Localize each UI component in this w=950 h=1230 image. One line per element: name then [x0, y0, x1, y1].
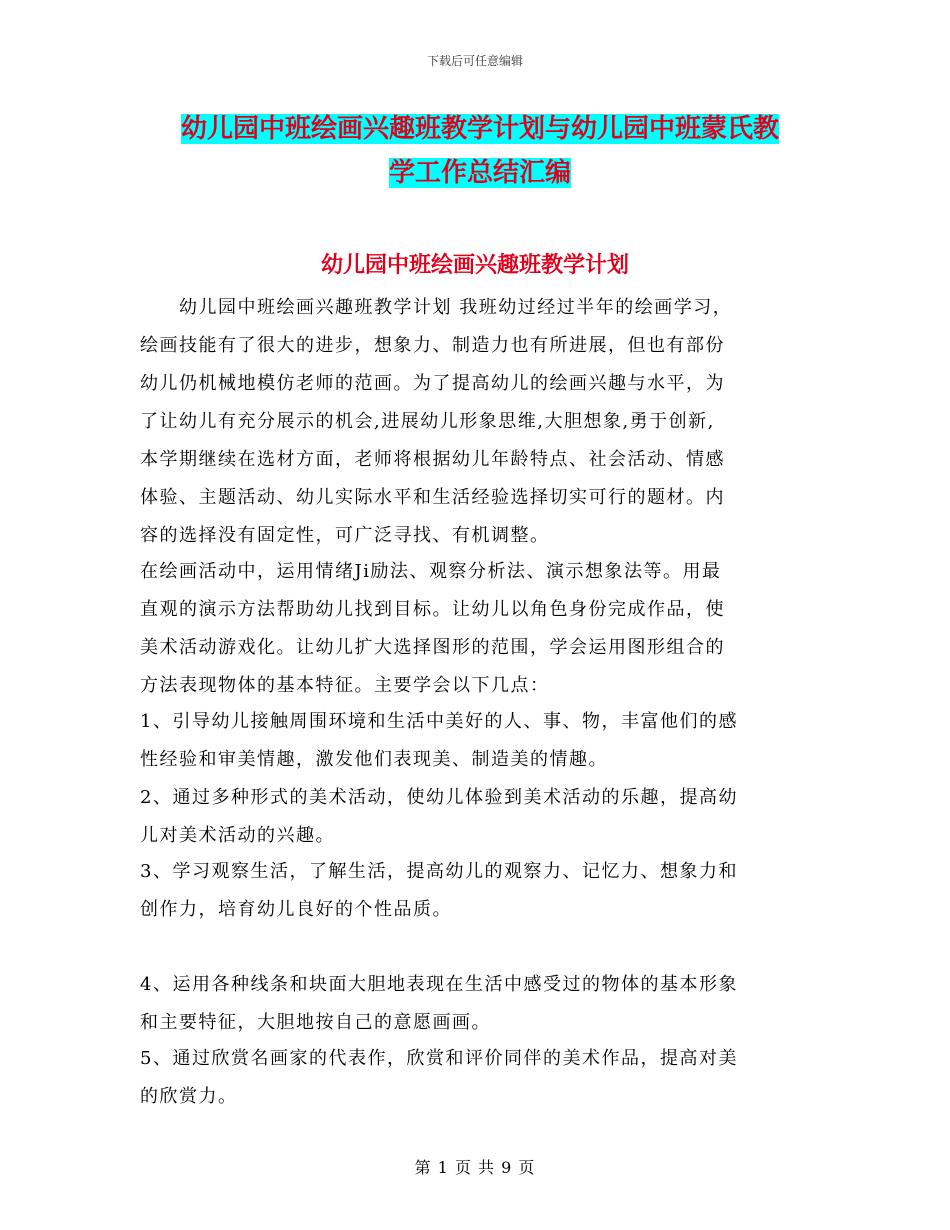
body-line: 了让幼儿有充分展示的机会,进展幼儿形象思维,大胆想象,勇于创新, [140, 411, 715, 432]
body-line: 方法表现物体的基本特征。主要学会以下几点： [140, 675, 550, 696]
page-number: 第 1 页 共 9 页 [414, 1158, 536, 1177]
title-line-2: 学工作总结汇编 [388, 158, 571, 188]
body-line: 幼儿仍机械地模仿老师的范画。为了提高幼儿的绘画兴趣与水平，为 [140, 373, 725, 394]
body-line: 的欣赏力。 [140, 1086, 238, 1107]
body-line: 和主要特征，大胆地按自己的意愿画画。 [140, 1012, 491, 1033]
body-line: 体验、主题活动、幼儿实际水平和生活经验选择切实可行的题材。内 [140, 487, 725, 508]
body-line: 本学期继续在选材方面，老师将根据幼儿年龄特点、社会活动、情感 [140, 449, 725, 470]
body-line: 幼儿园中班绘画兴趣班教学计划 我班幼过经过半年的绘画学习， [140, 297, 733, 318]
section-title: 幼儿园中班绘画兴趣班教学计划 [320, 253, 629, 278]
body-line: 5、通过欣赏名画家的代表作，欣赏和评价同伴的美术作品，提高对美 [140, 1048, 738, 1069]
body-line: 1、引导幼儿接触周围环境和生活中美好的人、事、物，丰富他们的感 [140, 711, 738, 732]
header-note: 下载后可任意编辑 [426, 54, 523, 68]
body-line: 4、运用各种线条和块面大胆地表现在生活中感受过的物体的基本形象 [140, 974, 738, 995]
body-line: 在绘画活动中，运用情绪Ji励法、观察分析法、演示想象法等。用最 [140, 561, 722, 582]
body-line: 2、通过多种形式的美术活动，使幼儿体验到美术活动的乐趣，提高幼 [140, 787, 738, 808]
title-line-1: 幼儿园中班绘画兴趣班教学计划与幼儿园中班蒙氏教 [180, 114, 779, 144]
body-line: 容的选择没有固定性，可广泛寻找、有机调整。 [140, 525, 550, 546]
body-line: 直观的演示方法帮助幼儿找到目标。让幼儿以角色身份完成作品，使 [140, 599, 725, 620]
body-line: 儿对美术活动的兴趣。 [140, 825, 335, 846]
body-line: 绘画技能有了很大的进步，想象力、制造力也有所进展，但也有部份 [140, 335, 725, 356]
body-line: 3、学习观察生活，了解生活，提高幼儿的观察力、记忆力、想象力和 [140, 861, 738, 882]
body-line: 创作力，培育幼儿良好的个性品质。 [140, 899, 452, 920]
body-line: 性经验和审美情趣，激发他们表现美、制造美的情趣。 [140, 749, 608, 770]
body-line: 美术活动游戏化。让幼儿扩大选择图形的范围，学会运用图形组合的 [140, 637, 725, 658]
